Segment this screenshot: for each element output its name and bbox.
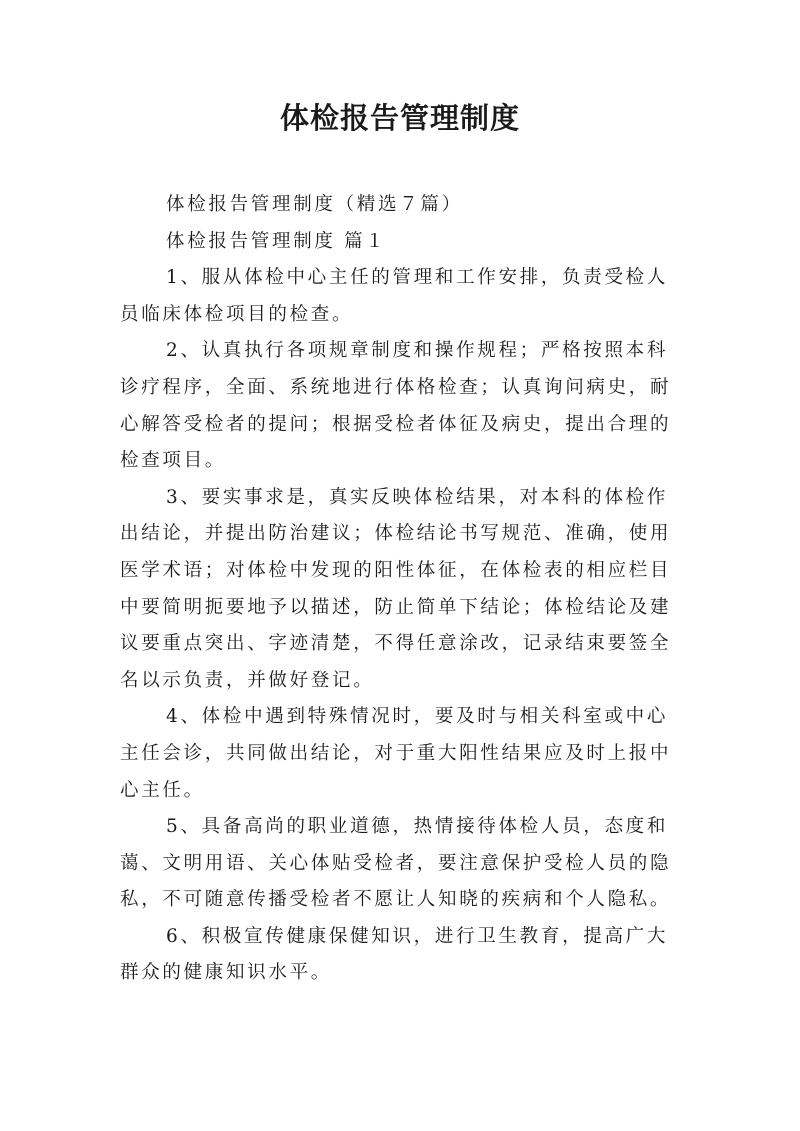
text-line: 体检报告管理制度 篇１: [166, 230, 387, 252]
text-line: 主任会诊，共同做出结论，对于重大阳性结果应及时上报中: [120, 742, 672, 764]
text-line: 2、认真执行各项规章制度和操作规程；严格按照本科: [166, 340, 669, 362]
text-line: 6、积极宣传健康保健知识，进行卫生教育，提高广大: [166, 925, 669, 947]
text-line: 中要简明扼要地予以描述，防止简单下结论；体检结论及建: [120, 596, 672, 618]
text-line: 诊疗程序，全面、系统地进行体格检查；认真询问病史，耐: [120, 376, 672, 398]
text-line: 医学术语；对体检中发现的阳性体征，在体检表的相应栏目: [120, 559, 672, 581]
text-line: 出结论，并提出防治建议；体检结论书写规范、准确，使用: [120, 523, 672, 545]
text-line: 群众的健康知识水平。: [120, 962, 333, 984]
text-line: 1、服从体检中心主任的管理和工作安排，负责受检人: [166, 267, 669, 289]
text-line: 检查项目。: [120, 450, 227, 472]
text-line: 5、具备高尚的职业道德，热情接待体检人员，态度和: [166, 816, 669, 838]
text-line: 3、要实事求是，真实反映体检结果，对本科的体检作: [166, 486, 669, 508]
text-line: 体检报告管理制度（精选７篇）: [166, 194, 463, 215]
text-line: 心主任。: [120, 779, 205, 801]
text-line: 4、体检中遇到特殊情况时，要及时与相关科室或中心: [166, 706, 669, 728]
text-line: 员临床体检项目的检查。: [120, 303, 354, 325]
text-line: 私，不可随意传播受检者不愿让人知晓的疾病和个人隐私。: [120, 889, 672, 911]
document-body: [120, 187, 690, 992]
text-line: 议要重点突出、字迹清楚，不得任意涂改，记录结束要签全: [120, 633, 672, 655]
text-line: 蔼、文明用语、关心体贴受检者，要注意保护受检人员的隐: [120, 852, 672, 874]
text-line: 名以示负责，并做好登记。: [120, 669, 375, 691]
text-line: 心解答受检者的提问；根据受检者体征及病史，提出合理的: [120, 413, 672, 435]
document-title: 体检报告管理制度: [279, 101, 520, 135]
